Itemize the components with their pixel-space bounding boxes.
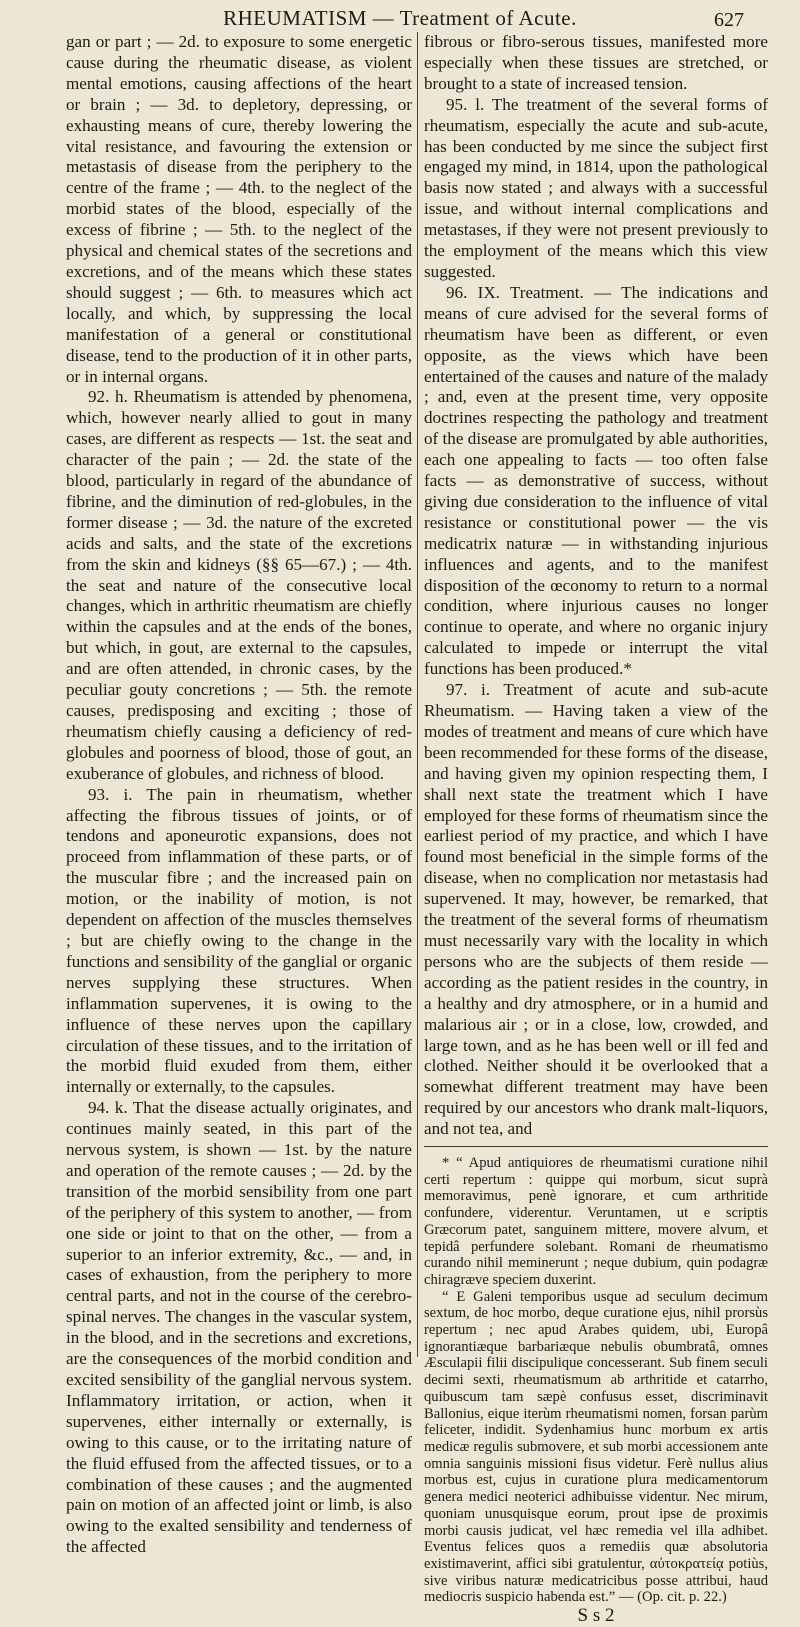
footnote-rule	[424, 1146, 768, 1147]
paragraph-93: 93. i. The pain in rheumatism, whether affecting the fibrous tissues of joints, or of tendons and aponeurotic expansions, does not proceed from inflammation of these parts, or of the muscular fibre ; and the increased pain on motion, or the inability of motion, is not dependent on affection of the muscles themselves ; but are chiefly owing to the change in the functions and sensibility of the ganglial or organic nerves supplying these structures. When inflammation supervenes, it is owing to the influence of these nerves upon the capillary circulation of these tissues, and to the irritation of the morbid fluid exuded from them, either internally or externally, to the capsules.	[66, 784, 412, 1097]
running-title: RHEUMATISM — Treatment of Acute.	[223, 6, 577, 30]
paragraph: fibrous or fibro-serous tissues, manifested more especially when these tissues are stretched, or brought to a state of increased tension.	[424, 32, 768, 93]
page-number: 627	[714, 9, 744, 31]
column-divider	[417, 32, 418, 1357]
right-column	[424, 32, 768, 1627]
footnote-paragraph: * “ Apud antiquiores de rheumatismi curatione nihil certi repertum : quippe qui morbum, sicut suprà memoravimus, penè ignorare, et cum arthritide confundere, viderentur. Veruntamen, ut e scriptis Græcorum patet, sanguinem mittere, movere alvum, et tepidâ perfundere solebant. Romani de rheumatismo curando nihil meminerunt ; neque dubium, quin podagræ chiragræve speciem duxerint.	[424, 1155, 768, 1288]
paragraph-92: 92. h. Rheumatism is attended by phenomena, which, however nearly allied to gout in many cases, are different as respects — 1st. the seat and character of the pain ; — 2d. the state of the blood, particularly in regard of the abundance of fibrine, and the diminution of red-globules, in the former disease ; — 3d. the nature of the excreted acids and salts, and the state of the excretions from the skin and kidneys (§§ 65—67.) ; — 4th. the seat and nature of the consecutive local changes, which in arthritic rheumatism are chiefly within the capsules and at the ends of the bones, but which, in gout, are external to the capsules, and are often attended, in chronic cases, by the peculiar gouty concretions ; — 5th. the remote causes, predisposing and exciting ; those of rheumatism chiefly causing a deficiency of red-globules and poorness of blood, those of gout, an exuberance of globules, and richness of blood.	[66, 387, 412, 783]
paragraph: gan or part ; — 2d. to exposure to some energetic cause during the rheumatic disease, as violent mental emotions, causing affections of the heart or brain ; — 3d. to depletory, depressing, or exhausting means of cure, thereby lowering the vital resistance, and favouring the extension or metastasis of disease from the periphery to the centre of the frame ; — 4th. to the neglect of the morbid states of the blood, especially of the excess of fibrine ; — 5th. to the neglect of the physical and chemical states of the secretions and excretions, and of the means which these states should suggest ; — 6th. to measures which act locally, and which, by suppressing the local manifestation of a general or constitutional disease, tend to the production of it in other parts, or in internal organs.	[66, 32, 412, 386]
paragraph-95: 95. l. The treatment of the several forms of rheumatism, especially the acute and sub-acute, has been conducted by me since the subject first engaged my mind, in 1814, upon the pathological basis now stated ; and always with a successful issue, and without internal complications and metastases, if they were not present previously to the employment of the means which this view suggested.	[424, 94, 768, 281]
paragraph-94: 94. k. That the disease actually originates, and continues mainly seated, in this part of the nervous system, is shown — 1st. by the nature and operation of the remote causes ; — 2d. by the transition of the morbid sensibility from one part of the periphery of this system to another, — from one side or joint to that on the other, — from a superior to an inferior extremity, &c., — and, in cases of exhaustion, from the periphery to more central parts, and not in the course of the cerebro-spinal nerves. The changes in the vascular system, in the blood, and in the secretions and excretions, are the consequences of the morbid condition and excited sensibility of the ganglial nervous system. Inflammatory irritation, or action, when it supervenes, either internally or externally, is owing to this cause, or to the irritating nature of the fluid effused from the affected tissues, or to a combination of these causes ; and the augmented pain on motion of an affected joint or limb, is also owing to the exalted sensibility and tenderness of the affected	[66, 1098, 412, 1557]
footnote	[424, 1155, 768, 1606]
left-column	[66, 32, 412, 1558]
footnote-paragraph: “ E Galeni temporibus usque ad seculum decimum sextum, de hoc morbo, deque curatione ejus, nihil prorsùs repertum ; nec apud Arabes quidem, ubi, Europâ ignorantiæque barbariæque nebulis obumbratâ, omnes Æsculapii filii discipulique concesserant. Sub finem seculi decimi sexti, rheumatismum ab arthritide et catarrho, quibuscum tam sæpè confusus esset, discriminavit Ballonius, eique iterùm rheumatismi nomen, forsan parùm feliceter, indidit. Sydenhamius hunc morbum ex artis medicæ regulis submovere, et sub morbi accessionem ante omnia sanguinis missioni fisus videtur. Ferè nullus alius morbus est, cujus in curatione plura medicamentorum genera medici neoterici adhibuisse videntur. Nec mirum, quoniam unusquisque eorum, prout ipse de proximis morbi causis judicat, vel hæc remedia vel illa adhibet. Eventus felices quos a remediis quæ absolutoria existimaverint, affici sibi gratulentur, αὐτοκρατείᾳ potiùs, sive viribus naturæ medicatricibus posse attribui, haud mediocris suspicio habenda est.” — (Op. cit. p. 22.)	[424, 1288, 768, 1606]
paragraph-97: 97. i. Treatment of acute and sub-acute Rheumatism. — Having taken a view of the modes of treatment and means of cure which have been recommended for these forms of the disease, and having given my opinion respecting them, I shall next state the treatment which I have employed for these forms of rheumatism since the earliest period of my practice, and which I have found most beneficial in the simple forms of the disease, when no complication nor metastasis had supervened. It may, however, be remarked, that the treatment of the several forms of rheumatism must necessarily vary with the locality in which persons who are the subjects of them reside — according as the patient resides in the country, in a healthy and dry atmosphere, or in a humid and malarious air ; or in a close, low, crowded, and large town, and as he has been well or ill fed and clothed. Neither should it be overlooked that a somewhat different treatment may have been required by our ancestors who drank malt-liquors, and not tea, and	[424, 680, 768, 1139]
paragraph-96: 96. IX. Treatment. — The indications and means of cure advised for the several forms of rheumatism have been as different, or even opposite, as the views which have been entertained of the causes and nature of the malady ; and, even at the present time, very opposite doctrines respecting the pathology and treatment of the disease are promulgated by able authorities, each one appealing to facts — too often false facts — as demonstrative of success, without giving due consideration to the influence of vital resistance or constitutional power — the vis medicatrix naturæ — in withstanding injurious influences and agents, and to the manifest disposition of the œconomy to return to a normal condition, where injurious causes no longer continue to operate, and where no organic injury calculated to impede or interrupt the vital functions has been produced.*	[424, 282, 768, 679]
signature-mark: S s 2	[577, 1605, 615, 1627]
